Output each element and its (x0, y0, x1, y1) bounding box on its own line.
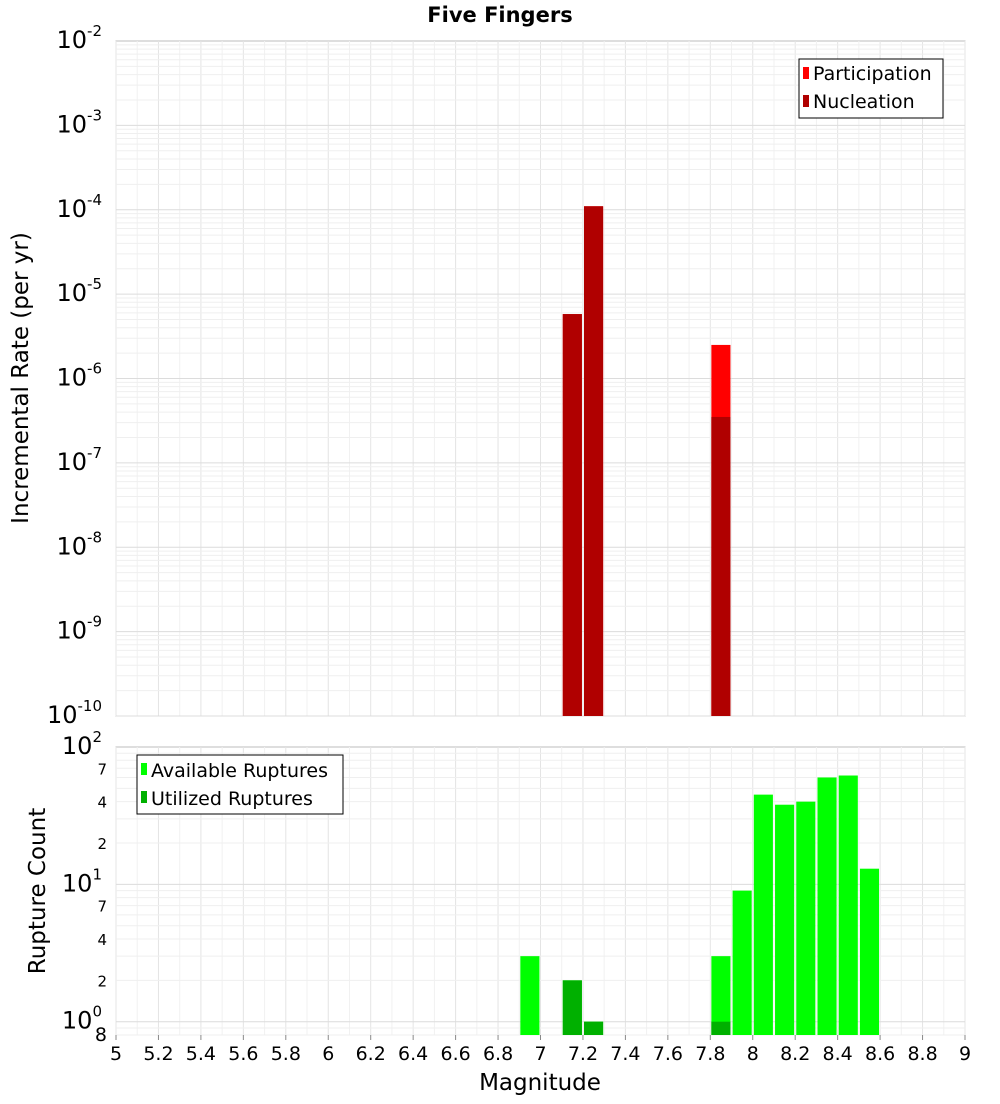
chart-title: Five Fingers (427, 3, 573, 27)
y-tick-label: 10-9 (56, 612, 102, 645)
bar-available-ruptures (775, 805, 794, 1035)
x-tick-label: 8.2 (780, 1043, 811, 1065)
top-y-axis-label: Incremental Rate (per yr) (8, 232, 34, 524)
x-tick-label: 5.6 (228, 1043, 259, 1065)
y-tick-label: 10-10 (46, 697, 102, 729)
legend-swatch-available-ruptures (141, 763, 147, 775)
bottom-legend (137, 755, 343, 814)
y-minor-tick-label: 8 (94, 1024, 107, 1046)
bottom-y-ticks (62, 728, 107, 1046)
x-tick-label: 5 (109, 1043, 123, 1065)
bottom-y-axis-label: Rupture Count (25, 807, 51, 975)
y-tick-label: 10-2 (56, 22, 102, 54)
x-tick-label: 7 (534, 1043, 547, 1065)
bar-utilized-ruptures (563, 980, 582, 1035)
y-minor-tick-label: 2 (97, 972, 107, 991)
bar-nucleation (584, 206, 603, 716)
x-tick-label: 8.8 (907, 1043, 938, 1065)
y-tick-label: 10-6 (56, 359, 102, 392)
x-tick-label: 7.2 (567, 1043, 599, 1065)
x-tick-label: 8 (746, 1043, 759, 1065)
x-axis-label: Magnitude (479, 1070, 601, 1096)
y-tick-label: 102 (61, 728, 102, 760)
bar-available-ruptures (817, 777, 836, 1035)
y-tick-label: 100 (61, 1002, 102, 1035)
legend-label-available-ruptures: Available Ruptures (151, 760, 328, 782)
y-minor-tick-label: 2 (97, 835, 107, 853)
bar-utilized-ruptures (711, 1022, 730, 1035)
bar-available-ruptures (754, 795, 773, 1035)
y-tick-label: 10-4 (56, 190, 102, 223)
x-tick-label: 6 (322, 1043, 335, 1065)
top-grid (116, 41, 965, 716)
legend-swatch-utilized-ruptures (141, 791, 147, 803)
x-axis-ticks (110, 1035, 971, 1065)
y-minor-tick-label: 7 (97, 760, 107, 779)
y-tick-label: 10-7 (56, 443, 102, 476)
top-y-ticks (47, 22, 102, 729)
bar-nucleation (563, 314, 582, 716)
bar-available-ruptures (796, 802, 815, 1035)
x-tick-label: 8.4 (822, 1043, 853, 1065)
y-tick-label: 10-3 (56, 106, 102, 139)
y-minor-tick-label: 4 (97, 931, 107, 949)
x-tick-label: 5.2 (143, 1043, 174, 1065)
legend-label-nucleation: Nucleation (813, 91, 915, 113)
x-tick-label: 9 (958, 1043, 972, 1065)
x-tick-label: 8.6 (864, 1043, 896, 1065)
y-tick-label: 10-5 (56, 275, 102, 308)
bar-nucleation (711, 417, 730, 716)
y-minor-tick-label: 4 (97, 793, 107, 812)
bar-available-ruptures (520, 956, 539, 1035)
bar-available-ruptures (860, 869, 879, 1035)
x-tick-label: 5.4 (185, 1043, 217, 1065)
x-tick-label: 6.2 (355, 1043, 386, 1065)
top-legend (799, 59, 943, 118)
x-tick-label: 7.8 (695, 1043, 726, 1065)
legend-label-participation: Participation (813, 63, 932, 85)
bar-utilized-ruptures (584, 1022, 603, 1035)
x-tick-label: 5.8 (270, 1043, 301, 1065)
legend-swatch-participation (803, 67, 809, 79)
bar-available-ruptures (733, 891, 752, 1035)
y-minor-tick-label: 7 (97, 897, 107, 916)
y-tick-label: 101 (61, 865, 102, 898)
legend-swatch-nucleation (803, 95, 809, 107)
y-tick-label: 10-8 (56, 528, 102, 561)
x-tick-label: 7.6 (652, 1043, 683, 1065)
x-tick-label: 6.6 (440, 1043, 471, 1065)
x-tick-label: 6.4 (398, 1043, 429, 1065)
x-tick-label: 7.4 (610, 1043, 641, 1065)
bar-available-ruptures (839, 776, 858, 1035)
legend-label-utilized-ruptures: Utilized Ruptures (151, 788, 313, 810)
x-tick-label: 6.8 (482, 1043, 514, 1065)
